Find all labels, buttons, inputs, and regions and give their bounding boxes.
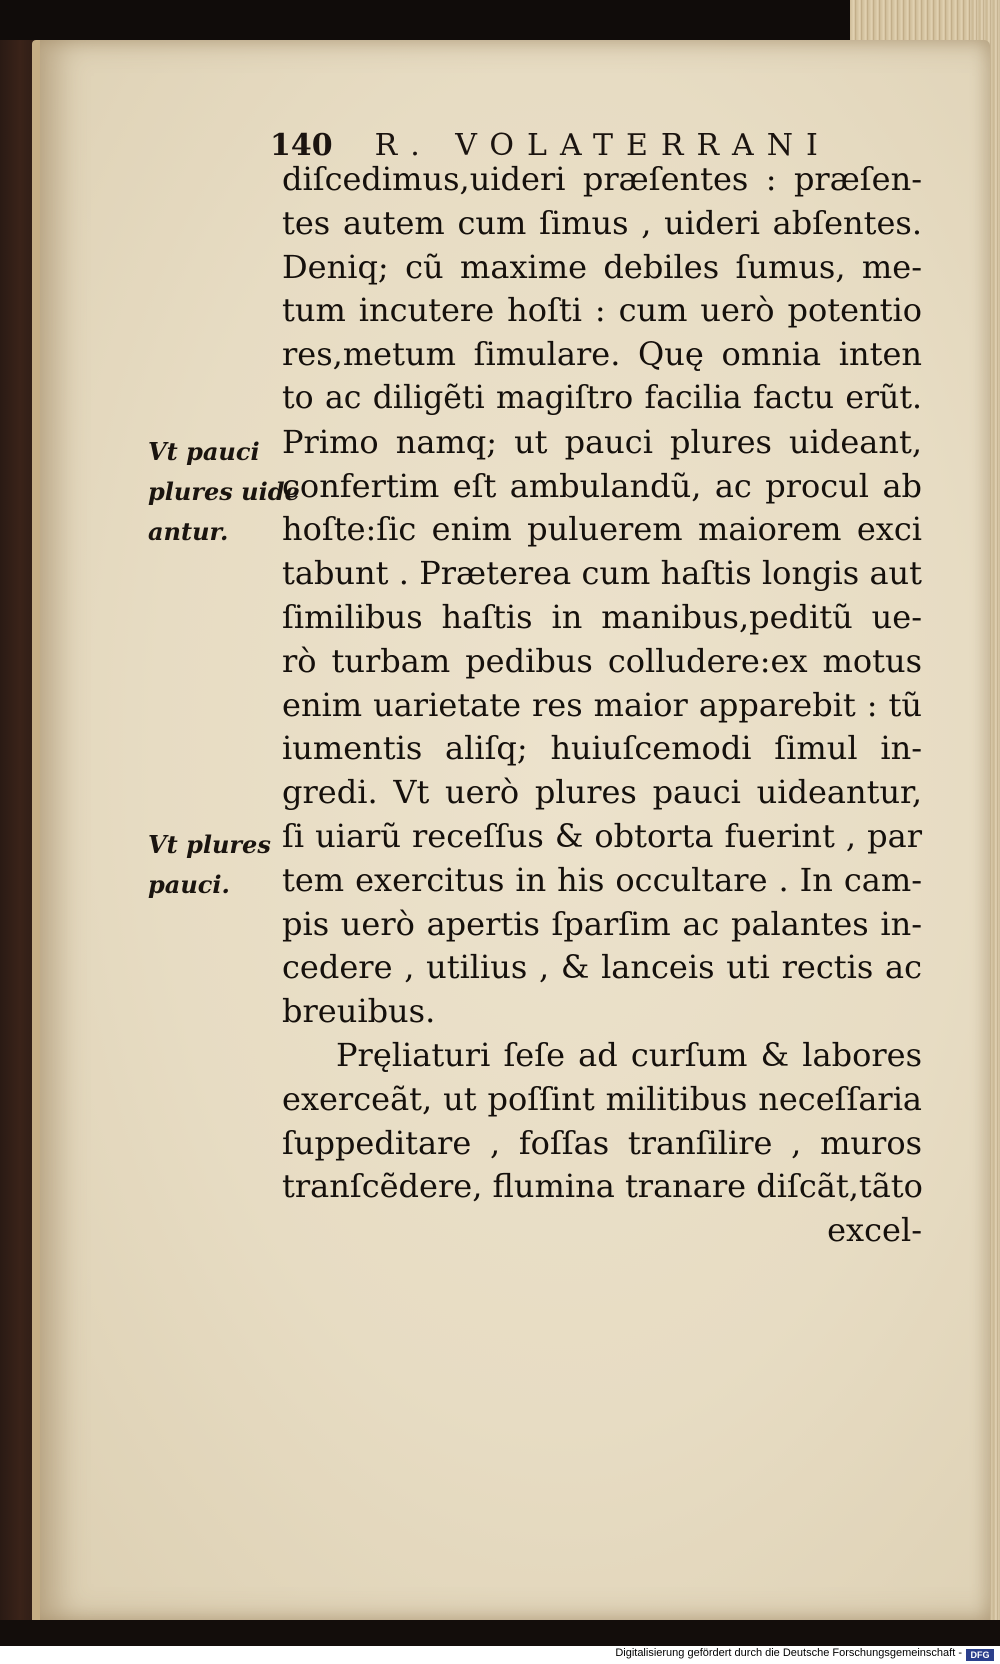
text-line: rò turbam pedibus colludere:ex motus <box>282 641 922 680</box>
scan-bottom-margin <box>0 1620 1000 1646</box>
text-line: Pręliaturi ſeſe ad curſum & labores <box>336 1035 922 1074</box>
text-line: hoſte:ſic enim puluerem maiorem exci <box>282 510 922 549</box>
page-number: 140 <box>270 128 333 163</box>
text-line: to ac diligẽti magiſtro facilia factu erũt. <box>282 379 922 416</box>
marginal-note-line: antur. <box>148 517 229 546</box>
text-line: res,metum ſimulare. Quę omnia inten <box>282 335 922 374</box>
marginal-note-1 <box>148 432 300 552</box>
text-line: tum incutere hoſti : cum uerò potentio <box>282 291 922 330</box>
text-line: cedere , utilius , & lanceis uti rectis ac <box>282 948 922 987</box>
text-line: pis uerò apertis ſparſim ac palantes in- <box>282 904 922 943</box>
digitization-footer <box>0 1646 1000 1664</box>
text-line: tranſcẽdere, flumina tranare diſcãt,tãto <box>282 1167 923 1206</box>
text-line: tabunt . Præterea cum haſtis longis aut <box>282 554 922 593</box>
funding-notice: Digitalisierung gefördert durch die Deutsche Forschungsgemeinschaft - <box>615 1647 962 1659</box>
body-text <box>282 158 922 1253</box>
marginal-note-line: pauci. <box>148 870 230 899</box>
text-line: tem exercitus in his occultare . In cam- <box>282 860 922 899</box>
running-head-title: R. VOLATERRANI <box>374 128 831 163</box>
text-line: tes autem cum ſimus , uideri abſentes. <box>282 203 922 242</box>
text-line: iumentis aliſq; huiuſcemodi ſimul in- <box>282 729 922 768</box>
dfg-logo-icon: DFG <box>966 1649 994 1661</box>
marginal-note-line: Vt plures <box>148 830 271 859</box>
text-line: Primo namq; ut pauci plures uideant, <box>282 422 922 461</box>
text-line: Deniq; cũ maxime debiles ſumus, me- <box>282 247 922 286</box>
text-line: ſi uiarũ receſſus & obtorta fuerint , par <box>282 816 922 855</box>
text-line: enim uarietate res maior apparebit : tũ <box>282 685 922 724</box>
marginal-note-2 <box>148 825 271 905</box>
scan-top-margin <box>0 0 1000 40</box>
page-edges-top <box>850 0 970 40</box>
text-line: gredi. Vt uerò plures pauci uideantur, <box>282 773 922 812</box>
text-line: diſcedimus,uideri præſentes : præſen- <box>282 160 922 198</box>
catchword: excel- <box>827 1211 922 1250</box>
text-line: ſuppeditare , foſſas tranſilire , muros <box>282 1123 922 1162</box>
text-line: breuibus. <box>282 992 436 1031</box>
text-line: exerceãt, ut poſſint militibus neceſſaria <box>282 1079 922 1118</box>
marginal-note-line: Vt pauci <box>148 437 260 466</box>
text-line: confertim eſt ambulandũ, ac procul ab <box>282 466 922 505</box>
marginal-note-line: plures uide <box>148 477 300 506</box>
text-line: ſimilibus haſtis in manibus,peditũ ue- <box>282 597 922 636</box>
